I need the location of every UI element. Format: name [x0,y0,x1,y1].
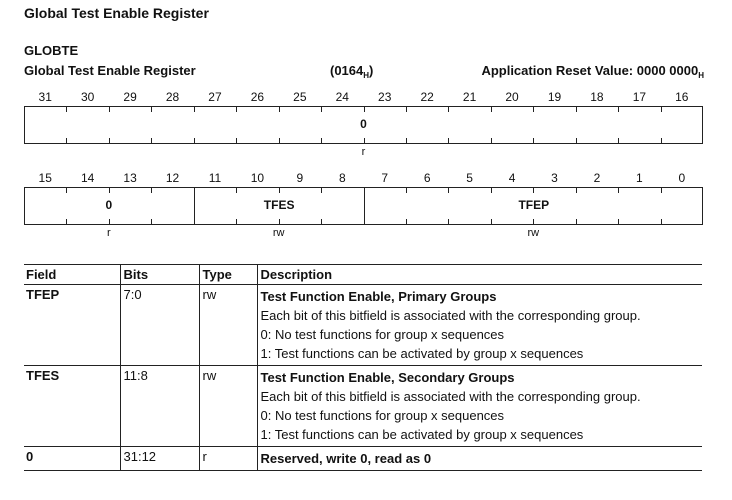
description-line: 1: Test functions can be activated by group x sequences [260,346,584,361]
bit-number: 11 [208,171,222,185]
field-description [257,447,702,471]
field-description [257,366,702,447]
field-type: rw [199,366,257,447]
bitfield-access: r [107,227,111,239]
register-offset-value: (0164 [330,63,364,78]
description-line: Each bit of this bitfield is associated with the corresponding group. [260,389,641,404]
register-offset-radix: H [363,71,370,80]
register-reset-radix: H [698,71,704,80]
header-type: Type [199,265,257,285]
bit-number: 20 [505,90,519,104]
description-title: Reserved, write 0, read as 0 [260,451,432,466]
bit-number: 0 [678,171,686,185]
field-description-table [24,264,702,471]
bit-number: 3 [551,171,558,185]
register-reset-value [481,63,704,80]
register-short-name: GLOBTE [24,43,79,58]
table-row [24,447,702,471]
bit-number: 18 [590,90,604,104]
bitfield-cell [24,188,194,224]
bitfield-cell [364,188,704,224]
document-title: Global Test Enable Register [24,5,209,21]
bitfield-name: 0 [360,117,367,131]
bit-number: 7 [381,171,389,185]
bit-number: 2 [593,171,601,185]
bit-number: 17 [632,90,647,104]
register-reset-label: Application Reset Value: 0000 0000 [481,63,699,78]
bit-number: 13 [123,171,137,185]
field-description [257,285,702,366]
bit-number: 1 [636,171,643,185]
bit-number: 9 [296,171,304,185]
field-name: TFEP [24,285,120,366]
field-type: rw [199,285,257,366]
description-line: 1: Test functions can be activated by group x sequences [260,427,584,442]
description-title: Test Function Enable, Primary Groups [260,289,497,304]
bit-number: 8 [338,171,346,185]
description-title: Test Function Enable, Secondary Groups [260,370,515,385]
register-offset [330,63,373,80]
header-bits: Bits [120,265,199,285]
bit-number: 29 [123,90,137,104]
bit-number: 15 [38,171,52,185]
bit-number: 27 [208,90,222,104]
bit-number: 23 [378,90,392,104]
field-bits: 7:0 [120,285,199,366]
bit-number: 4 [508,171,516,185]
bitfield-name: TFES [263,198,295,212]
bitfield-access: r [361,146,366,158]
header-field: Field [24,265,120,285]
bit-number: 5 [466,171,473,185]
field-type: r [199,447,257,471]
bit-number: 14 [80,171,95,185]
bit-number: 6 [423,171,431,185]
description-line: 0: No test functions for group x sequences [260,408,505,423]
bitfield-name: 0 [105,198,113,212]
bit-number: 19 [547,90,562,104]
description-line: 0: No test functions for group x sequences [260,327,505,342]
bitfield-access: rw [272,227,285,239]
register-offset-close: ) [369,63,374,78]
bit-number: 21 [462,90,477,104]
description-line: Each bit of this bitfield is associated with the corresponding group. [260,308,641,323]
bit-number: 16 [675,90,689,104]
field-name: 0 [24,447,120,471]
bit-number: 26 [250,90,265,104]
bit-number: 28 [165,90,180,104]
bitfield-cell [194,188,364,224]
bit-number: 25 [293,90,307,104]
register-lower-half [24,187,703,225]
bit-number: 30 [80,90,95,104]
header-description: Description [257,265,702,285]
bitfield-access: rw [527,227,540,239]
bitfield-name: TFEP [518,198,550,212]
field-bits: 31:12 [120,447,199,471]
field-name: TFES [24,366,120,447]
bit-number: 12 [165,171,180,185]
bit-number: 22 [420,90,434,104]
table-row [24,285,702,366]
bit-number: 24 [335,90,349,104]
field-bits: 11:8 [120,366,199,447]
register-upper-half [24,106,703,144]
table-header-row [24,265,702,285]
bit-number: 10 [250,171,265,185]
bit-number: 31 [38,90,52,104]
table-row [24,366,702,447]
bitfield-cell [24,107,703,143]
register-long-name: Global Test Enable Register [24,63,196,78]
